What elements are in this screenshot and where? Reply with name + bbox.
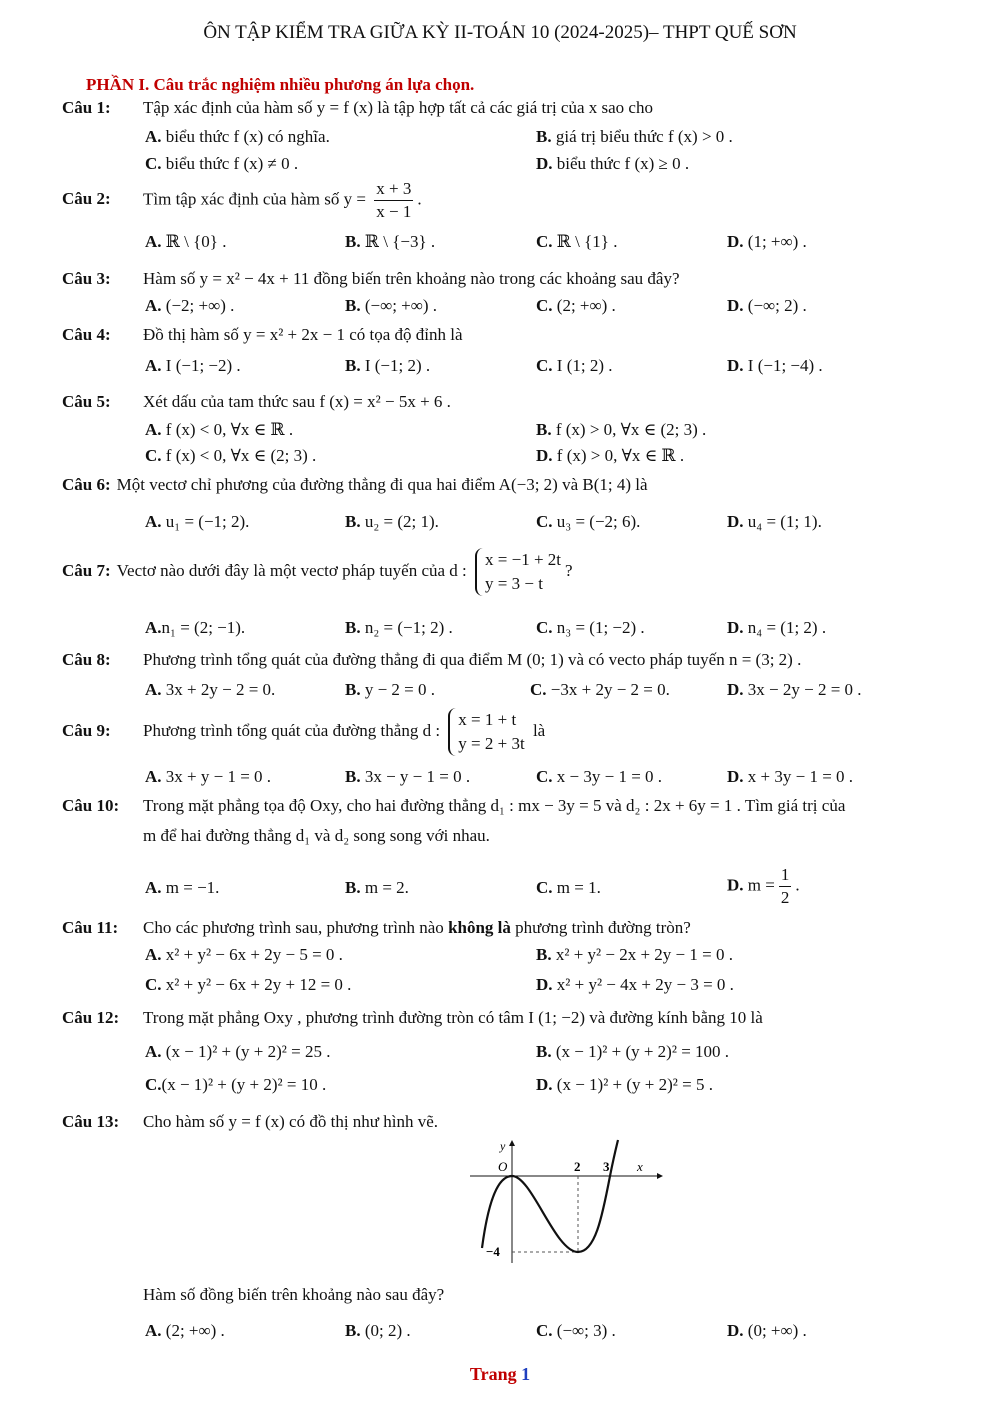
option-c: C. m = 1. — [536, 878, 601, 897]
option-a: A. biểu thức f (x) có nghĩa. — [145, 127, 330, 146]
option-b: B. x² + y² − 2x + 2y − 1 = 0 . — [536, 945, 733, 964]
option-b: B. ℝ \ {−3} . — [345, 232, 436, 251]
option-d: D. biểu thức f (x) ≥ 0 . — [536, 154, 690, 173]
equation-system: x = −1 + 2t y = 3 − t — [475, 548, 561, 596]
tick-label-3: 3 — [603, 1159, 610, 1174]
option-b: B. (0; 2) . — [345, 1321, 411, 1340]
option-d: D. 3x − 2y − 2 = 0 . — [727, 680, 862, 699]
question-number: Câu 10: — [62, 796, 120, 815]
question-number: Câu 9: — [62, 720, 111, 740]
question-11: Câu 11: Cho các phương trình sau, phương trình nào không là phương trình đường tròn? — [62, 918, 691, 937]
page-footer — [0, 1364, 1000, 1385]
page-title: ÔN TẬP KIỂM TRA GIỮA KỲ II-TOÁN 10 (2024-2025)– THPT QUẾ SƠN — [203, 22, 797, 43]
section-heading: PHẦN I. Câu trắc nghiệm nhiều phương án lựa chọn. — [86, 75, 475, 94]
option-b: B. giá trị biểu thức f (x) > 0 . — [536, 127, 733, 146]
option-c: C. −3x + 2y − 2 = 0. — [530, 680, 670, 699]
question-text: Trong mặt phẳng tọa độ Oxy, cho hai đường thẳng d₁ : mx − 3y = 5 và d₂ : 2x + 6y = 1 . Tìm giá trị của — [143, 796, 846, 815]
option-b: B. (x − 1)² + (y + 2)² = 100 . — [536, 1042, 730, 1061]
option-c: C. x² + y² − 6x + 2y + 12 = 0 . — [145, 975, 352, 994]
question-12 — [62, 1008, 763, 1028]
option-a: A. (−2; +∞) . — [145, 296, 235, 315]
question-text: Tìm tập xác định của hàm số y = — [143, 189, 366, 209]
option-c: C. x − 3y − 1 = 0 . — [536, 767, 663, 786]
question-number: Câu 5: — [62, 392, 111, 411]
option-c: C. I (1; 2) . — [536, 356, 613, 375]
option-d: D. x² + y² − 4x + 2y − 3 = 0 . — [536, 975, 734, 994]
option-d: D. x + 3y − 1 = 0 . — [727, 767, 854, 786]
x-label: x — [637, 1159, 643, 1174]
question-text: Phương trình tổng quát của đường thẳng đi qua điểm M (0; 1) và có vecto pháp tuyến n = (3; 2) . — [143, 650, 802, 669]
tick-label-2: 2 — [574, 1159, 581, 1174]
question-number: Câu 6: — [62, 475, 111, 494]
option-a: A. f (x) < 0, ∀x ∈ ℝ . — [145, 420, 294, 439]
question-10 — [62, 796, 845, 816]
question-number: Câu 11: — [62, 918, 119, 937]
option-d: D. (1; +∞) . — [727, 232, 807, 251]
option-a: A. m = −1. — [145, 878, 220, 897]
option-c: C. u₃ = (−2; 6). — [536, 512, 641, 531]
question-text: Xét dấu của tam thức sau f (x) = x² − 5x + 6 . — [143, 392, 451, 411]
question-13 — [62, 1112, 438, 1132]
question-1 — [62, 98, 653, 118]
option-d: D. I (−1; −4) . — [727, 356, 823, 375]
option-a: A. ℝ \ {0} . — [145, 232, 227, 251]
option-a: A.n₁ = (2; −1). — [145, 618, 246, 637]
question-number: Câu 7: — [62, 560, 111, 580]
question-5 — [62, 392, 451, 412]
option-c: C. biểu thức f (x) ≠ 0 . — [145, 154, 299, 173]
option-d: D. (0; +∞) . — [727, 1321, 807, 1340]
question-number: Câu 4: — [62, 325, 111, 344]
tick-label-minus-4: −4 — [486, 1244, 500, 1259]
question-text: Phương trình tổng quát của đường thẳng d : — [143, 720, 441, 740]
option-a: A. 3x + y − 1 = 0 . — [145, 767, 272, 786]
option-d: D. n₄ = (1; 2) . — [727, 618, 827, 637]
option-b: B. (−∞; +∞) . — [345, 296, 438, 315]
question-number: Câu 1: — [62, 98, 111, 117]
option-b: B. y − 2 = 0 . — [345, 680, 436, 699]
question-10-continued: m để hai đường thẳng d₁ và d₂ song song với nhau. — [143, 826, 490, 845]
option-d: D. (−∞; 2) . — [727, 296, 807, 315]
option-c: C. (−∞; 3) . — [536, 1321, 616, 1340]
option-c: C. (2; +∞) . — [536, 296, 616, 315]
function-curve — [482, 1140, 618, 1252]
y-label: y — [500, 1139, 506, 1153]
option-d: D. (x − 1)² + (y + 2)² = 5 . — [536, 1075, 713, 1094]
option-c: C. ℝ \ {1} . — [536, 232, 618, 251]
option-c: C. n₃ = (1; −2) . — [536, 618, 645, 637]
question-8 — [62, 650, 801, 670]
question-text: Đồ thị hàm số y = x² + 2x − 1 có tọa độ đỉnh là — [143, 325, 463, 344]
question-number: Câu 2: — [62, 189, 111, 209]
question-text: Một vectơ chỉ phương của đường thẳng đi qua hai điểm A(−3; 2) và B(1; 4) là — [116, 475, 648, 494]
function-graph — [460, 1138, 680, 1278]
option-b: B. I (−1; 2) . — [345, 356, 431, 375]
question-text: Hàm số y = x² − 4x + 11 đồng biến trên khoảng nào trong các khoảng sau đây? — [143, 269, 680, 288]
question-6 — [62, 475, 648, 495]
option-b: B. n₂ = (−1; 2) . — [345, 618, 453, 637]
footer-page-number: 1 — [521, 1364, 531, 1384]
question-13-continued: Hàm số đồng biến trên khoảng nào sau đây? — [143, 1285, 445, 1304]
footer-label: Trang — [469, 1364, 522, 1384]
option-a: A. u₁ = (−1; 2). — [145, 512, 250, 531]
option-b: B. m = 2. — [345, 878, 409, 897]
question-4 — [62, 325, 463, 345]
question-number: Câu 3: — [62, 269, 111, 288]
option-b: B. u₂ = (2; 1). — [345, 512, 439, 531]
option-a: A. x² + y² − 6x + 2y − 5 = 0 . — [145, 945, 343, 964]
origin-label: O — [498, 1159, 508, 1174]
option-d: D. f (x) > 0, ∀x ∈ ℝ . — [536, 446, 685, 465]
question-text: Trong mặt phẳng Oxy , phương trình đường tròn có tâm I (1; −2) và đường kính bằng 10 là — [143, 1008, 763, 1027]
question-text: Tập xác định của hàm số y = f (x) là tập hợp tất cả các giá trị của x sao cho — [143, 98, 653, 117]
option-b: B. 3x − y − 1 = 0 . — [345, 767, 471, 786]
question-3 — [62, 269, 680, 289]
question-9: Câu 9: Phương trình tổng quát của đường thẳng d : x = 1 + t y = 2 + 3t là — [62, 708, 545, 756]
option-a: A. (x − 1)² + (y + 2)² = 25 . — [145, 1042, 331, 1061]
question-7: Câu 7: Vectơ nào dưới đây là một vectơ pháp tuyến của d : x = −1 + 2t y = 3 − t ? — [62, 548, 573, 596]
option-d: D. u₄ = (1; 1). — [727, 512, 822, 531]
fraction: $\frac{x + 3}{x - 1}$ — [376, 179, 412, 221]
option-a: A. (2; +∞) . — [145, 1321, 225, 1340]
question-text: Cho hàm số y = f (x) có đồ thị như hình vẽ. — [143, 1112, 439, 1131]
option-b: B. f (x) > 0, ∀x ∈ (2; 3) . — [536, 420, 707, 439]
option-d: D. m = $\frac{1}{2}$ . — [727, 865, 800, 907]
question-2: Câu 2: Tìm tập xác định của hàm số y = $\frac{x + 3}{x - 1}$ . — [62, 179, 422, 221]
equation-system: x = 1 + t y = 2 + 3t — [448, 708, 524, 756]
question-number: Câu 12: — [62, 1008, 120, 1027]
question-number: Câu 13: — [62, 1112, 120, 1131]
question-text: Vectơ nào dưới đây là một vectơ pháp tuyến của d : — [116, 560, 467, 580]
option-a: A. I (−1; −2) . — [145, 356, 241, 375]
option-c: C.(x − 1)² + (y + 2)² = 10 . — [145, 1075, 327, 1094]
option-a: A. 3x + 2y − 2 = 0. — [145, 680, 276, 699]
question-number: Câu 8: — [62, 650, 111, 669]
option-c: C. f (x) < 0, ∀x ∈ (2; 3) . — [145, 446, 317, 465]
